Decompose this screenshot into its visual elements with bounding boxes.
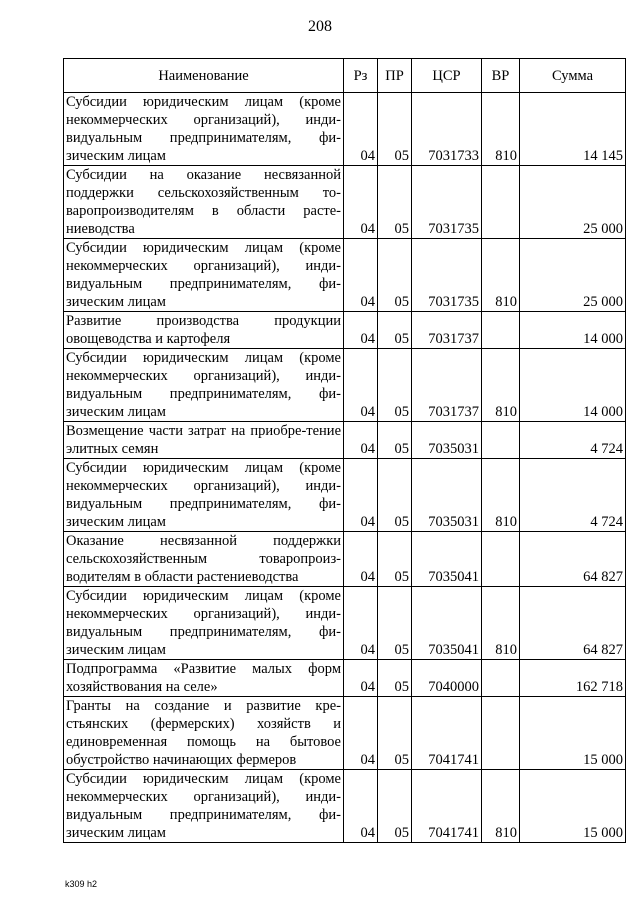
row-vr bbox=[482, 660, 520, 697]
row-csr: 7035041 bbox=[412, 532, 482, 587]
row-sum: 25 000 bbox=[520, 239, 626, 312]
table-row bbox=[64, 587, 626, 660]
row-vr: 810 bbox=[482, 349, 520, 422]
row-csr: 7031737 bbox=[412, 312, 482, 349]
table-row bbox=[64, 312, 626, 349]
row-sum: 25 000 bbox=[520, 166, 626, 239]
row-pr: 05 bbox=[378, 239, 412, 312]
row-name: Субсидии юридическим лицам (кроме некоммерческих организаций), инди-видуальным предпринимателям, фи-зическим лицам bbox=[64, 93, 344, 166]
row-csr: 7035031 bbox=[412, 422, 482, 459]
row-csr: 7031733 bbox=[412, 93, 482, 166]
row-pr: 05 bbox=[378, 422, 412, 459]
row-sum: 162 718 bbox=[520, 660, 626, 697]
table-row bbox=[64, 532, 626, 587]
header-pr: ПР bbox=[378, 59, 412, 93]
row-csr: 7041741 bbox=[412, 770, 482, 843]
row-sum: 15 000 bbox=[520, 770, 626, 843]
row-name: Субсидии на оказание несвязанной поддержки сельскохозяйственным то-варопроизводителям в области расте-ниеводства bbox=[64, 166, 344, 239]
row-name: Субсидии юридическим лицам (кроме некоммерческих организаций), инди-видуальным предпринимателям, фи-зическим лицам bbox=[64, 459, 344, 532]
row-name: Подпрограмма «Развитие малых форм хозяйствования на селе» bbox=[64, 660, 344, 697]
header-vr: ВР bbox=[482, 59, 520, 93]
row-vr bbox=[482, 697, 520, 770]
table-row bbox=[64, 166, 626, 239]
row-vr bbox=[482, 422, 520, 459]
row-sum: 64 827 bbox=[520, 532, 626, 587]
row-vr: 810 bbox=[482, 770, 520, 843]
footer-code: k309 h2 bbox=[65, 879, 98, 889]
table-row bbox=[64, 697, 626, 770]
row-vr: 810 bbox=[482, 587, 520, 660]
row-rz: 04 bbox=[344, 660, 378, 697]
row-pr: 05 bbox=[378, 532, 412, 587]
header-sum: Сумма bbox=[520, 59, 626, 93]
row-pr: 05 bbox=[378, 459, 412, 532]
row-pr: 05 bbox=[378, 697, 412, 770]
row-sum: 14 000 bbox=[520, 349, 626, 422]
table-row bbox=[64, 660, 626, 697]
row-rz: 04 bbox=[344, 587, 378, 660]
row-pr: 05 bbox=[378, 312, 412, 349]
row-csr: 7031735 bbox=[412, 239, 482, 312]
row-csr: 7031737 bbox=[412, 349, 482, 422]
row-rz: 04 bbox=[344, 93, 378, 166]
row-sum: 64 827 bbox=[520, 587, 626, 660]
budget-table bbox=[63, 58, 626, 843]
row-name: Субсидии юридическим лицам (кроме некоммерческих организаций), инди-видуальным предпринимателям, фи-зическим лицам bbox=[64, 587, 344, 660]
row-csr: 7041741 bbox=[412, 697, 482, 770]
row-pr: 05 bbox=[378, 93, 412, 166]
table-header-row bbox=[64, 59, 626, 93]
row-rz: 04 bbox=[344, 459, 378, 532]
table-row bbox=[64, 422, 626, 459]
header-name: Наименование bbox=[64, 59, 344, 93]
row-sum: 4 724 bbox=[520, 422, 626, 459]
row-vr bbox=[482, 312, 520, 349]
row-csr: 7035031 bbox=[412, 459, 482, 532]
row-pr: 05 bbox=[378, 166, 412, 239]
row-name: Оказание несвязанной поддержки сельскохозяйственным товаропроиз-водителям в области растениеводства bbox=[64, 532, 344, 587]
row-pr: 05 bbox=[378, 587, 412, 660]
header-rz: Рз bbox=[344, 59, 378, 93]
row-name: Гранты на создание и развитие кре-стьянских (фермерских) хозяйств и единовременная помощь на бытовое обустройство начинающих фермеров bbox=[64, 697, 344, 770]
row-sum: 15 000 bbox=[520, 697, 626, 770]
table-row bbox=[64, 93, 626, 166]
row-csr: 7031735 bbox=[412, 166, 482, 239]
row-name: Субсидии юридическим лицам (кроме некоммерческих организаций), инди-видуальным предпринимателям, фи-зическим лицам bbox=[64, 349, 344, 422]
row-name: Развитие производства продукции овощеводства и картофеля bbox=[64, 312, 344, 349]
row-rz: 04 bbox=[344, 422, 378, 459]
row-csr: 7040000 bbox=[412, 660, 482, 697]
row-rz: 04 bbox=[344, 349, 378, 422]
row-sum: 14 000 bbox=[520, 312, 626, 349]
row-vr: 810 bbox=[482, 93, 520, 166]
table-row bbox=[64, 239, 626, 312]
row-name: Субсидии юридическим лицам (кроме некоммерческих организаций), инди-видуальным предпринимателям, фи-зическим лицам bbox=[64, 770, 344, 843]
row-sum: 14 145 bbox=[520, 93, 626, 166]
row-name: Субсидии юридическим лицам (кроме некоммерческих организаций), инди-видуальным предпринимателям, фи-зическим лицам bbox=[64, 239, 344, 312]
row-pr: 05 bbox=[378, 349, 412, 422]
row-vr: 810 bbox=[482, 459, 520, 532]
row-rz: 04 bbox=[344, 770, 378, 843]
row-pr: 05 bbox=[378, 770, 412, 843]
row-rz: 04 bbox=[344, 239, 378, 312]
table-row bbox=[64, 459, 626, 532]
row-rz: 04 bbox=[344, 532, 378, 587]
row-rz: 04 bbox=[344, 697, 378, 770]
row-csr: 7035041 bbox=[412, 587, 482, 660]
row-sum: 4 724 bbox=[520, 459, 626, 532]
page-number: 208 bbox=[308, 18, 332, 35]
row-rz: 04 bbox=[344, 312, 378, 349]
row-name: Возмещение части затрат на приобре-тение элитных семян bbox=[64, 422, 344, 459]
header-csr: ЦСР bbox=[412, 59, 482, 93]
row-vr: 810 bbox=[482, 239, 520, 312]
row-vr bbox=[482, 532, 520, 587]
row-vr bbox=[482, 166, 520, 239]
table-row bbox=[64, 349, 626, 422]
row-rz: 04 bbox=[344, 166, 378, 239]
row-pr: 05 bbox=[378, 660, 412, 697]
table-row bbox=[64, 770, 626, 843]
